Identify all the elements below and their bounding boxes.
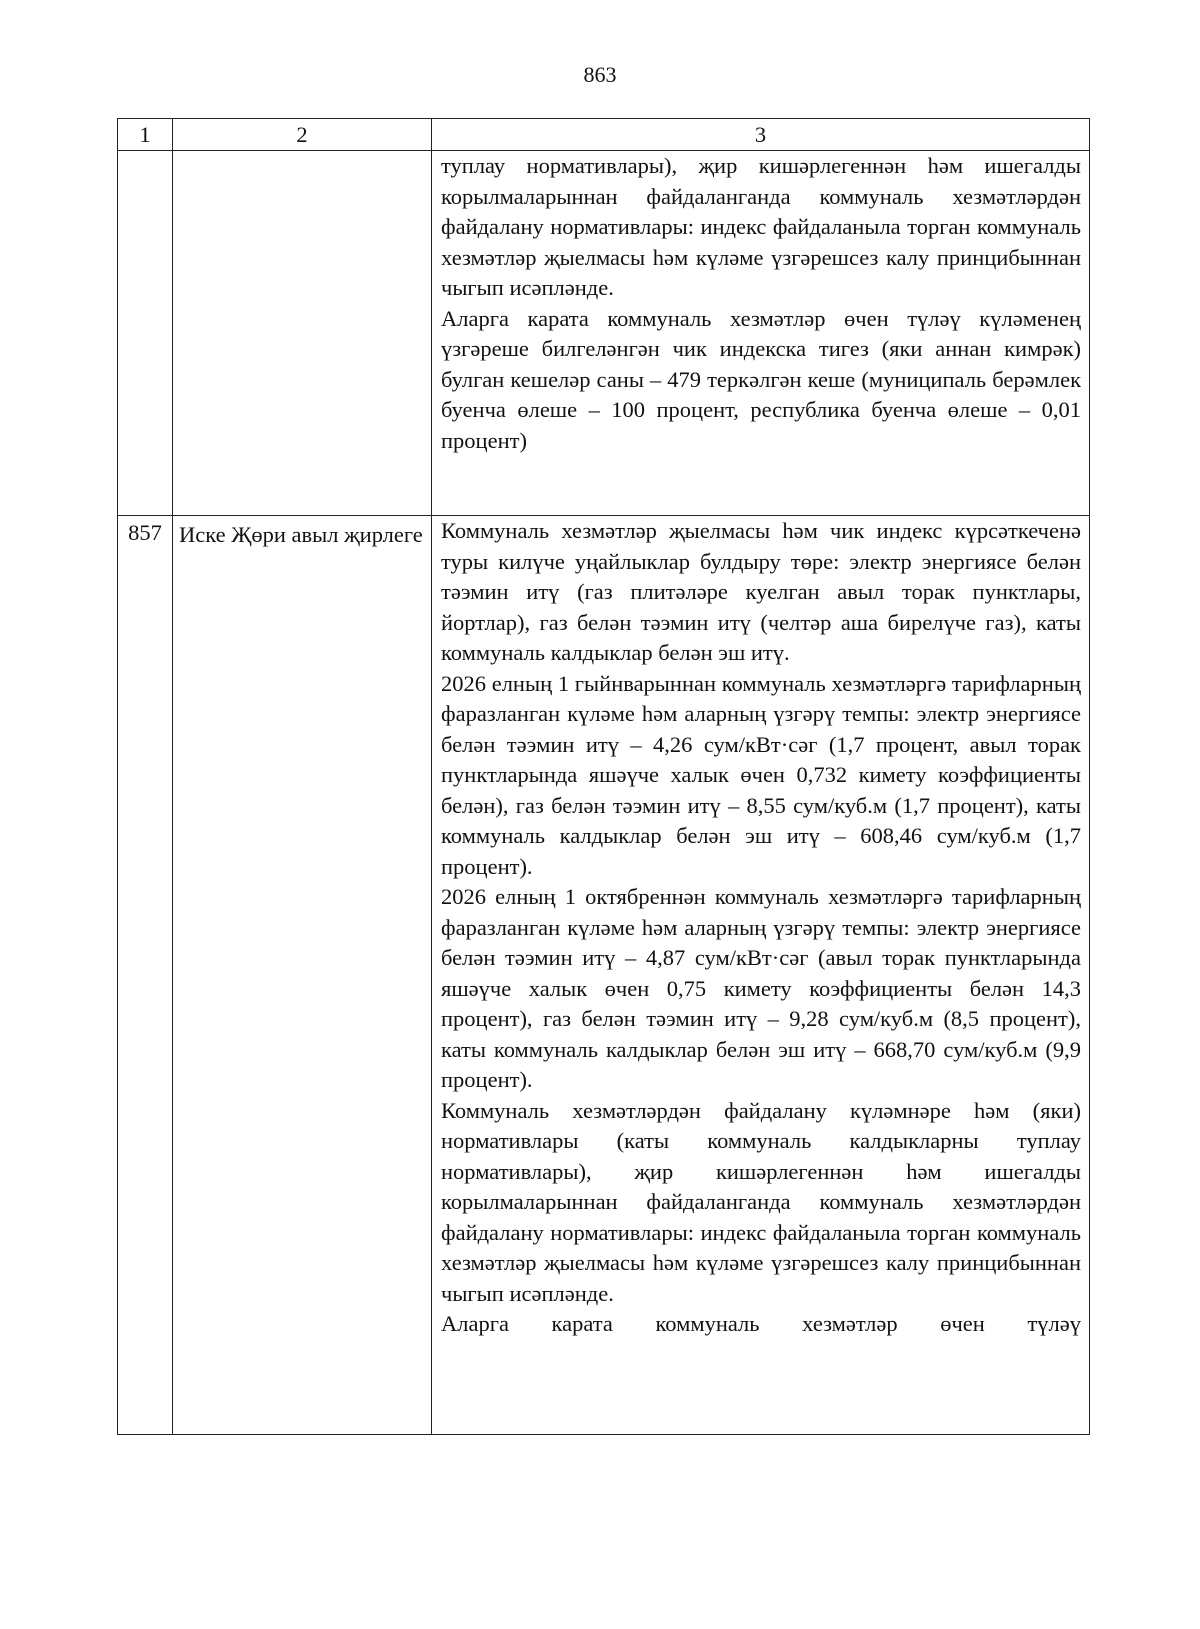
- municipality-name: Иске Җөри авыл җирлеге: [173, 516, 432, 1435]
- row-number: 857: [118, 516, 173, 1435]
- column-header-1: 1: [118, 119, 173, 151]
- description-cell: [432, 516, 1090, 1435]
- paragraph: Аларга карата коммуналь хезмәтләр өчен түләү күләменең үзгәреше билгеләнгән чик индекска тигез (яки аннан кимрәк) булган кешеләр саны – 479 теркәлгән кеше (муниципаль берәмлек буенча өлеше – 100 процент, республика буенча өлеше – 0,01 процент): [441, 305, 1081, 453]
- table-row: [118, 516, 1090, 1435]
- paragraph: 2026 елның 1 октябреннән коммуналь хезмәтләргә тарифларның фаразланган күләме һәм аларның үзгәрү темпы: электр энергиясе белән тәэмин итү – 4,87 сум/кВт·сәг (авыл торак пунктларында яшәүче халык өчен 0,75 кимету коэффициенты белән 14,3 процент), газ белән тәэмин итү – 9,28 сум/куб.м (8,5 процент), каты коммуналь калдыклар белән эш итү – 668,70 сум/куб.м (9,9 процент).: [441, 884, 1081, 1092]
- table-row: [118, 151, 1090, 516]
- paragraph: туплау нормативлары), җир кишәрлегеннән һәм ишегалды корылмаларыннан файдаланганда коммуналь хезмәтләрдән файдалану нормативлары: индекс файдаланыла торган коммуналь хезмәтләр җыелмасы һәм күләме үзгәрешсез калу принцибыннан чыгып исәпләнде.: [441, 153, 1081, 300]
- description-cell: [432, 151, 1090, 516]
- municipality-name: [173, 151, 432, 516]
- column-header-2: 2: [173, 119, 432, 151]
- column-header-3: 3: [432, 119, 1090, 151]
- table-header-row: [118, 119, 1090, 151]
- paragraph: Аларга карата коммуналь хезмәтләр өчен түләү: [441, 1311, 1081, 1336]
- row-number: [118, 151, 173, 516]
- document-table: [117, 118, 1090, 1435]
- paragraph: Коммуналь хезмәтләрдән файдалану күләмнәре һәм (яки) нормативлары (каты коммуналь калдыкларны туплау нормативлары), җир кишәрлегеннән һәм ишегалды корылмаларыннан файдаланганда коммуналь хезмәтләрдән файдалану нормативлары: индекс файдаланыла торган коммуналь хезмәтләр җыелмасы һәм күләме үзгәрешсез калу принцибыннан чыгып исәпләнде.: [441, 1097, 1081, 1306]
- paragraph: Коммуналь хезмәтләр җыелмасы һәм чик индекс күрсәткеченә туры килүче уңайлыклар булдыру төре: электр энергиясе белән тәэмин итү (газ плитәләре куелган авыл торак пунктлары, йортлар), газ белән тәэмин итү (челтәр аша бирелүче газ), каты коммуналь калдыклар белән эш итү.: [441, 518, 1081, 665]
- page-number: 863: [583, 62, 617, 87]
- paragraph: 2026 елның 1 гыйнварыннан коммуналь хезмәтләргә тарифларның фаразланган күләме һәм аларның үзгәрү темпы: электр энергиясе белән тәэмин итү – 4,26 сум/кВт·сәг (1,7 процент, авыл торак пунктларында яшәүче халык өчен 0,732 кимету коэффициенты белән), газ белән тәэмин итү – 8,55 сум/куб.м (1,7 процент), каты коммуналь калдыклар белән эш итү – 608,46 сум/куб.м (1,7 процент).: [441, 670, 1081, 879]
